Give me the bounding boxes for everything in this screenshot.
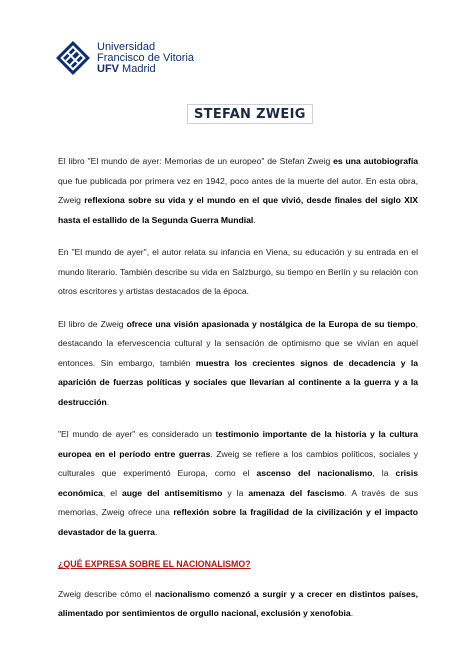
text: que fue publicada por primera vez en 1942, poco antes de la muerte del autor. En esta obra, Zweig [58,175,418,205]
logo-university: Universidad [97,40,156,53]
bold-text: testimonio importante de la historia y la cultura europea en el período entre guerras [58,429,418,459]
text: . [253,214,256,225]
paragraph-autobiography [58,152,418,230]
text: y la [222,487,249,498]
text: . [106,396,110,407]
university-logo [55,40,194,76]
ufv-logo-icon [55,40,91,76]
document-body [58,152,418,637]
text: , el [102,487,123,498]
section-heading-nationalism: ¿QUÉ EXPRESA SOBRE EL NACIONALISMO? [58,559,251,569]
text: El libro "El mundo de ayer: Memorias de un europeo" de Stefan Zweig [58,156,334,166]
logo-francisco-de-vitoria: Francisco de Vitoria [97,51,195,64]
paragraph-childhood [58,243,418,302]
text: . [350,608,354,618]
bold-text: ascenso del nacionalismo [256,468,373,478]
text: El libro de Zweig [58,318,127,329]
text: En "El mundo de ayer", el autor relata su infancia en Viena, su educación y su entrada en el mundo literario. También describe su vida en Salzburgo, su tiempo en Berlín y su relación con otros escritores y artistas destacados de la época. [58,247,418,296]
bold-text: muestra los crecientes signos de decadencia y la aparición de fuerzas políticas y sociales que llevarían al continente a la guerra y a la destrucción [58,357,418,407]
logo-ufv: UFV [97,62,119,75]
bold-text: crisis económica [58,468,419,498]
text: . Zweig se refiere a los cambios políticos, sociales y culturales que experimentó Europa, como el [58,448,418,478]
text: , la [372,468,396,478]
text: Zweig describe cómo el [58,588,156,599]
paragraph-vision-europe [58,315,418,413]
paragraph-testimony [58,425,418,542]
paragraph-nationalism [58,585,418,624]
bold-text: amenaza del fascismo [248,487,345,498]
bold-text: es una autobiografía [333,156,419,166]
document-title: STEFAN ZWEIG [187,104,313,124]
text: "El mundo de ayer" es considerado un [58,429,216,439]
text: . A través de sus memorias, Zweig ofrece una [58,487,418,517]
text: , destacando la efervescencia cultural y la sensación de optimismo que se vivían en aquel entonces. Sin embargo, también [58,318,418,368]
bold-text: nacionalismo comenzó a surgir y a crecer en distintos países, alimentado por sentimientos de orgullo nacional, exclusión y xenofobia [58,588,418,618]
bold-text: reflexión sobre la fragilidad de la civilización y el impacto devastador de la guerra [58,507,418,537]
bold-text: ofrece una visión apasionada y nostálgica de la Europa de su tiempo [126,318,416,329]
bold-text: auge del antisemitismo [122,487,223,498]
logo-madrid: Madrid [119,62,156,75]
logo-text [97,42,194,75]
text: . [154,526,158,537]
bold-text: reflexiona sobre su vida y el mundo en el que vivió, desde finales del siglo XIX hasta el estallido de la Segunda Guerra Mundial [58,195,419,225]
logo-ufv-madrid [97,64,194,75]
